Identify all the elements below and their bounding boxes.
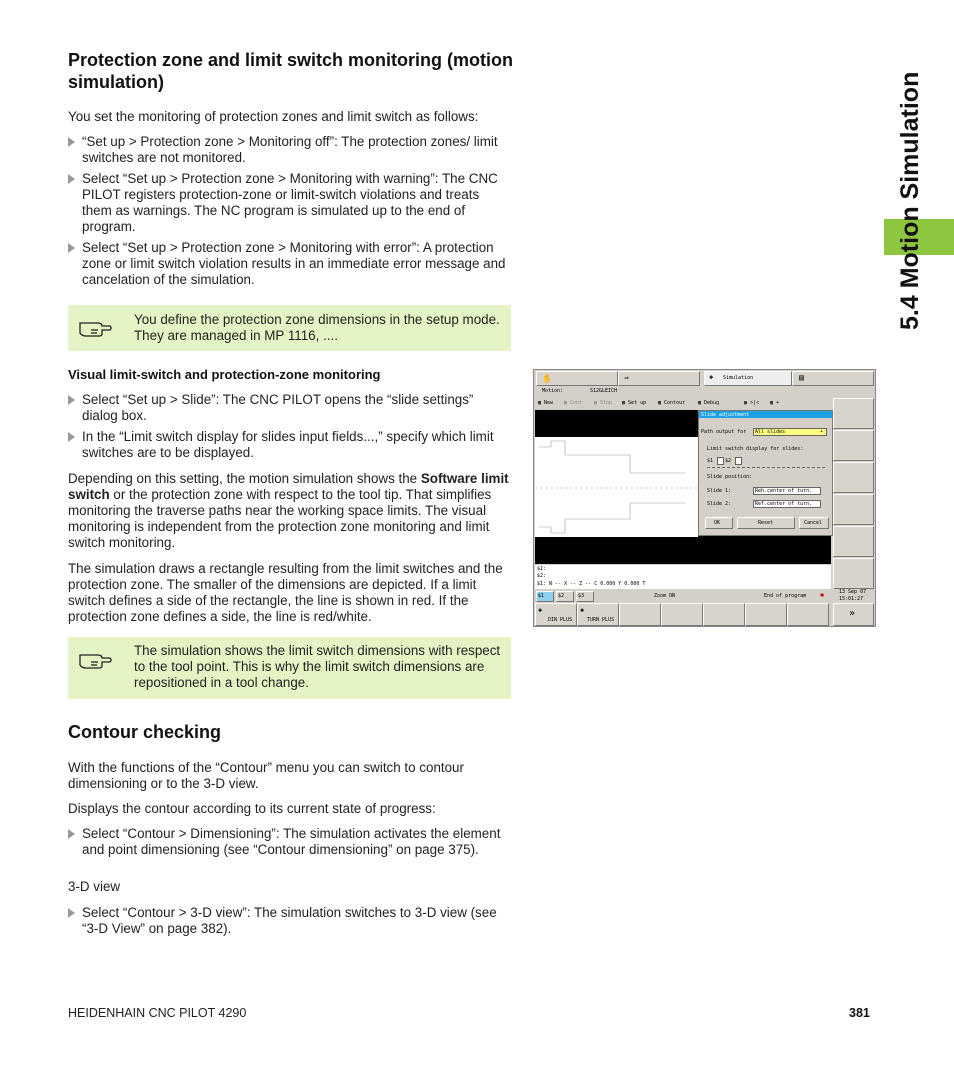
bullet-arrow-icon xyxy=(68,829,75,839)
grid-icon: ▦ xyxy=(658,400,662,406)
softkey-7[interactable] xyxy=(787,603,829,626)
program-status: End of program xyxy=(764,593,807,599)
list-item: Select “Set up > Protection zone > Monitoring with warning”: The CNC PILOT registers protection-zone or limit-switch violations and treats them as warnings. The NC program is simulated up to the end of program. xyxy=(68,171,512,235)
menu-set-up[interactable]: ▦ Set up xyxy=(622,400,647,406)
graphics-black-band xyxy=(535,537,831,564)
status-row-1: $1: xyxy=(537,566,547,572)
vertical-softkey-1[interactable] xyxy=(833,398,874,429)
workpiece-drawing xyxy=(535,437,698,537)
bullet-arrow-icon xyxy=(68,137,75,147)
slide-adjustment-dialog xyxy=(698,410,833,536)
softkey-din-plus[interactable]: ◈ DIN PLUS xyxy=(535,603,577,626)
note-box xyxy=(68,637,511,699)
alarm-icon: ✱ xyxy=(820,591,825,599)
bullet-arrow-icon xyxy=(68,243,75,253)
diamond-icon: ◈ xyxy=(580,606,585,614)
bullet-arrow-icon xyxy=(68,908,75,918)
list-item: “Set up > Protection zone > Monitoring off”: The protection zones/ limit switches are not monitored. xyxy=(68,134,512,166)
vertical-softkey-3[interactable] xyxy=(833,462,874,493)
note-box xyxy=(68,305,511,351)
cancel-button[interactable]: Cancel xyxy=(799,517,829,529)
softkey-more[interactable]: » xyxy=(833,603,874,626)
intro-paragraph: You set the monitoring of protection zones and limit switch as follows: xyxy=(68,109,479,124)
pointing-hand-icon xyxy=(78,315,112,337)
section-heading: Contour checking xyxy=(68,722,222,742)
motion-label: Motion: xyxy=(542,388,564,394)
slide1-select[interactable]: Reh.center of turn. xyxy=(753,487,821,495)
motion-value: S12GLEICH xyxy=(590,388,618,394)
label-3d-view: 3-D view xyxy=(68,879,121,894)
note-text: You define the protection zone dimensions in the setup mode. They are managed in MP 1116, .... xyxy=(134,312,500,343)
dialog-title-bar xyxy=(699,411,832,418)
bullet-arrow-icon xyxy=(68,432,75,442)
path-output-select[interactable]: All slides ▾ xyxy=(753,428,827,436)
list-item: Select “Set up > Protection zone > Monitoring with error”: A protection zone or limit switch violation results in an immediate error message and cancelation of the simulation. xyxy=(68,240,512,288)
menu-zoom-fit[interactable]: ▦ >|< xyxy=(744,400,760,406)
vertical-softkey-6[interactable] xyxy=(833,558,874,589)
softkey-6[interactable] xyxy=(745,603,787,626)
section-heading: Protection zone and limit switch monitoring (motion simulation) xyxy=(68,50,513,92)
zoom-status: Zoom ON xyxy=(654,593,676,599)
body-paragraph: The simulation draws a rectangle resulting from the limit switches and the protection zone. The smaller of the dimensions are depicted. If a limit switch defines a side of the rectangle, the line is shown in red. If the protection zone defines a side, the line is red/white. xyxy=(68,561,503,624)
slide1-checkbox-label: $1 xyxy=(707,458,714,464)
chapter-side-title: 5.4 Motion Simulation xyxy=(896,71,924,330)
dialog-title: Slide adjustment xyxy=(701,412,750,418)
footer-product: HEIDENHAIN CNC PILOT 4290 xyxy=(68,1006,247,1020)
mode-key-machine[interactable] xyxy=(536,371,618,386)
status-row-2: $2: xyxy=(537,573,547,579)
grid-icon: ▦ xyxy=(622,400,626,406)
dropdown-arrow-icon: ▾ xyxy=(820,429,824,435)
menu-stop[interactable]: ▦ Stop xyxy=(594,400,613,406)
position-readout: $1: N -- X -- Z -- C 0.000 Y 0.000 T xyxy=(537,581,646,587)
cnc-screenshot xyxy=(533,369,876,627)
pointing-hand-icon xyxy=(78,647,112,669)
bullet-arrow-icon xyxy=(68,174,75,184)
reset-button[interactable]: Reset xyxy=(737,517,795,529)
softkey-4[interactable] xyxy=(661,603,703,626)
body-paragraph: With the functions of the “Contour” menu you can switch to contour dimensioning or to the 3-D view. xyxy=(68,760,464,791)
softkey-3[interactable] xyxy=(619,603,661,626)
arrow-right-icon: ⇒ xyxy=(624,373,629,382)
menu-zoom-in[interactable]: ▦ + xyxy=(770,400,780,406)
path-output-label: Path output for xyxy=(701,429,747,435)
softkey-turn-plus[interactable]: ◈ TURN PLUS xyxy=(577,603,619,626)
slide2-label: Slide 2: xyxy=(707,501,732,507)
grid-icon: ▦ xyxy=(698,400,702,406)
slide-tab-1[interactable]: $1 xyxy=(536,591,554,602)
note-text: The simulation shows the limit switch dimensions with respect to the tool point. This is why the limit switch dimensions are repositioned in a tool change. xyxy=(134,643,501,690)
graphics-black-band xyxy=(535,410,698,437)
menu-new[interactable]: ▦ New xyxy=(538,400,554,406)
subheading: Visual limit-switch and protection-zone monitoring xyxy=(68,367,381,382)
grid-icon: ▦ xyxy=(538,400,542,406)
graphics-window xyxy=(535,437,698,537)
vertical-softkey-2[interactable] xyxy=(833,430,874,461)
grid-icon: ▦ xyxy=(744,400,748,406)
time: 15:01:27 xyxy=(839,596,864,602)
slide1-label: Slide 1: xyxy=(707,488,732,494)
softkey-5[interactable] xyxy=(703,603,745,626)
list-item: Select “Set up > Slide”: The CNC PILOT opens the “slide settings” dialog box. xyxy=(68,392,512,424)
slide-tab-2[interactable]: $2 xyxy=(556,591,574,602)
mode-key-organize[interactable] xyxy=(792,371,874,386)
grid-icon: ▦ xyxy=(594,400,598,406)
vertical-softkey-4[interactable] xyxy=(833,494,874,525)
diamond-icon: ◈ xyxy=(709,373,714,381)
page-number: 381 xyxy=(849,1006,870,1020)
mode-key-program[interactable] xyxy=(618,371,700,386)
date: 13 Sep 07 xyxy=(839,589,867,595)
slide2-checkbox-label: $2 xyxy=(725,458,732,464)
grid-icon: ▦ xyxy=(564,400,568,406)
slide2-select[interactable]: Ref.center of turn. xyxy=(753,500,821,508)
slide-position-label: Slide position: xyxy=(707,474,753,480)
slide1-checkbox[interactable] xyxy=(717,457,724,465)
list-item: Select “Contour > Dimensioning”: The simulation activates the element and point dimensioning (see “Contour dimensioning” on page 375). xyxy=(68,826,512,858)
body-paragraph: Depending on this setting, the motion simulation shows the Software limit switch or the protection zone with respect to the tool tip. That simplifies monitoring the traverse paths near the working space limits. The visual monitoring is independent from the protection zone monitoring and limit switch monitoring. xyxy=(68,471,509,550)
document-icon: ▤ xyxy=(799,373,804,382)
slide2-checkbox[interactable] xyxy=(735,457,742,465)
menu-contour[interactable]: ▦ Contour xyxy=(658,400,686,406)
tab-simulation[interactable]: ◈ Simulation xyxy=(704,371,792,386)
menu-cont[interactable]: ▦ Cont xyxy=(564,400,583,406)
list-item: In the “Limit switch display for slides input fields...,” specify which limit switches are to be displayed. xyxy=(68,429,512,461)
ok-button[interactable]: OK xyxy=(705,517,733,529)
list-item: Select “Contour > 3-D view”: The simulation switches to 3-D view (see “3-D View” on page 382). xyxy=(68,905,512,937)
bullet-arrow-icon xyxy=(68,395,75,405)
vertical-softkey-5[interactable] xyxy=(833,526,874,557)
slide-tab-3[interactable]: $3 xyxy=(576,591,594,602)
limit-switch-label: Limit switch display for slides: xyxy=(707,446,804,452)
grid-icon: ▦ xyxy=(770,400,774,406)
hand-wheel-icon: ✋ xyxy=(542,374,552,383)
menu-debug[interactable]: ▦ Debug xyxy=(698,400,720,406)
separator xyxy=(707,467,825,468)
body-paragraph: Displays the contour according to its current state of progress: xyxy=(68,801,436,816)
diamond-icon: ◈ xyxy=(538,606,543,614)
